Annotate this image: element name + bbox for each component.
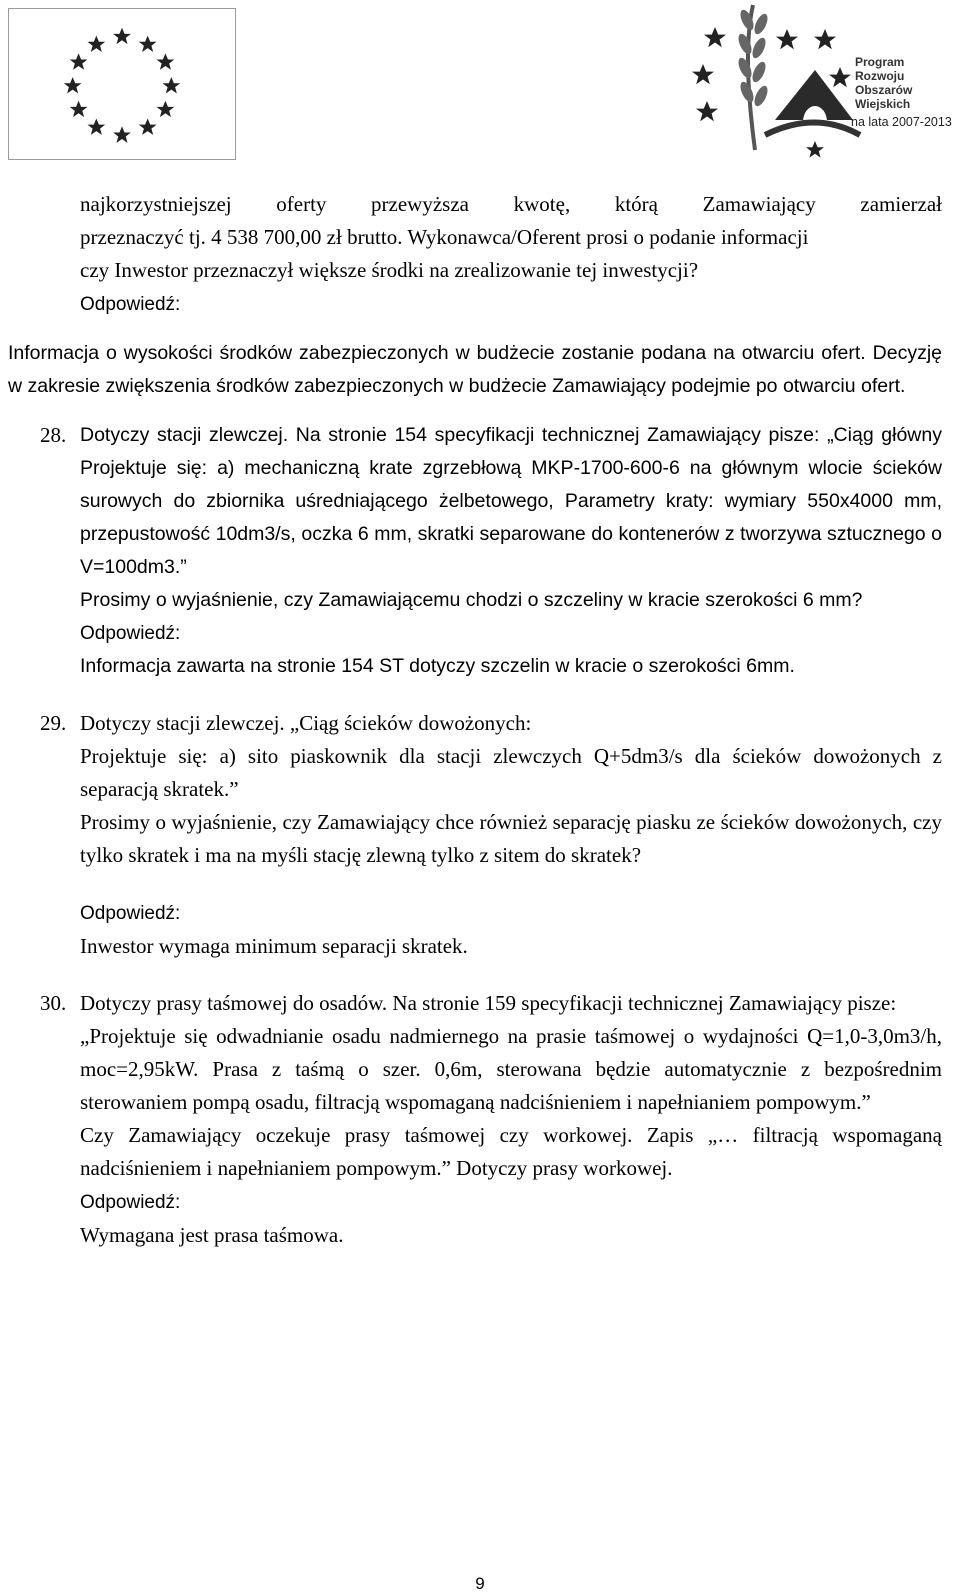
item-answer: Inwestor wymaga minimum separacji skratek. <box>80 934 468 958</box>
item-number: 29. <box>40 711 67 735</box>
item-question: Dotyczy stacji zlewczej. Na stronie 154 specyfikacji technicznej Zamawiający pisze: „Ciąg główny Projektuje się: a) mechaniczną krate zgrzebłową MKP-1700-600-6 na głównym wlocie ścieków surowych do zbiornika uśredniającego żelbetowego, Parametry kraty: wymiary 550x4000 mm, przepustowość 10dm3/s, oczka 6 mm, skratki separowane do kontenerów z tworzywa sztucznego o V=100dm3.” <box>80 424 942 578</box>
intro-answer-text: Informacja o wysokości środków zabezpieczonych w budżecie zostanie podana na otwarciu ofert. Decyzję w zakresie zwiększenia środków zabezpieczonych w budżecie Zamawiający podejmie po otwarciu ofert. <box>8 342 942 397</box>
item-question-2: Prosimy o wyjaśnienie, czy Zamawiającemu chodzi o szczeliny w kracie szerokości 6 mm? <box>80 589 863 611</box>
prow-line-3: Obszarów <box>855 83 913 97</box>
item-question-2: Czy Zamawiający oczekuje prasy taśmowej czy workowej. Zapis „… filtracją wspomaganą nadciśnieniem i napełnianiem pompowym.” Dotyczy prasy workowej. <box>80 1123 942 1180</box>
prow-line-1: Program <box>855 55 905 69</box>
prow-years: na lata 2007-2013 <box>851 115 952 129</box>
intro-answer <box>8 337 942 403</box>
answer-label: Odpowiedź: <box>80 1192 181 1213</box>
item-number: 28. <box>40 423 67 447</box>
item-answer: Wymagana jest prasa taśmowa. <box>80 1223 344 1247</box>
intro-line-2: przeznaczyć tj. 4 538 700,00 zł brutto. Wykonawca/Oferent prosi o podanie informacji <box>80 225 809 249</box>
question-item-30 <box>0 987 960 1252</box>
item-question-2: Prosimy o wyjaśnienie, czy Zamawiający chce również separację piasku ze ścieków dowożonych, czy tylko skratek i ma na myśli stację zlewną tylko z sitem do skratek? <box>80 810 942 867</box>
intro-line-1: najkorzystniejszej oferty przewyższa kwotę, którą Zamawiający zamierzał <box>80 192 942 216</box>
answer-label: Odpowiedź: <box>80 294 181 315</box>
eu-flag-logo <box>8 8 236 160</box>
document-body <box>0 188 960 1252</box>
prow-line-2: Rozwoju <box>855 69 905 83</box>
question-item-29 <box>0 707 960 963</box>
page-number: 9 <box>475 1574 485 1593</box>
prow-line-4: Wiejskich <box>855 97 911 111</box>
question-item-28 <box>0 419 960 683</box>
answer-label: Odpowiedź: <box>80 903 181 924</box>
answer-label: Odpowiedź: <box>80 623 181 644</box>
item-quote: „Projektuje się odwadnianie osadu nadmiernego na prasie taśmowej o wydajności Q=1,0-3,0m3/h, moc=2,95kW. Prasa z taśmą o szer. 0,6m, sterowana będzie automatycznie z bezpośrednim sterowaniem pompą osadu, filtracją wspomaganą nadciśnieniem i napełnianiem pompowym.” <box>80 1024 942 1114</box>
eu-stars-icon <box>9 9 235 159</box>
item-question: Dotyczy prasy taśmowej do osadów. Na stronie 159 specyfikacji technicznej Zamawiający pisze: <box>80 991 897 1015</box>
intro-question <box>80 188 942 321</box>
item-question-line-1: Dotyczy stacji zlewczej. „Ciąg ścieków dowożonych: <box>80 711 532 735</box>
item-question: Projektuje się: a) sito piaskownik dla stacji zlewczych Q+5dm3/s dla ścieków dowożonych z separacją skratek.” <box>80 744 942 801</box>
item-number: 30. <box>40 991 67 1015</box>
item-answer: Informacja zawarta na stronie 154 ST dotyczy szczelin w kracie o szerokości 6mm. <box>80 655 795 677</box>
prow-logo-text <box>851 55 952 129</box>
intro-line-3: czy Inwestor przeznaczył większe środki na zrealizowanie tej inwestycji? <box>80 258 699 282</box>
